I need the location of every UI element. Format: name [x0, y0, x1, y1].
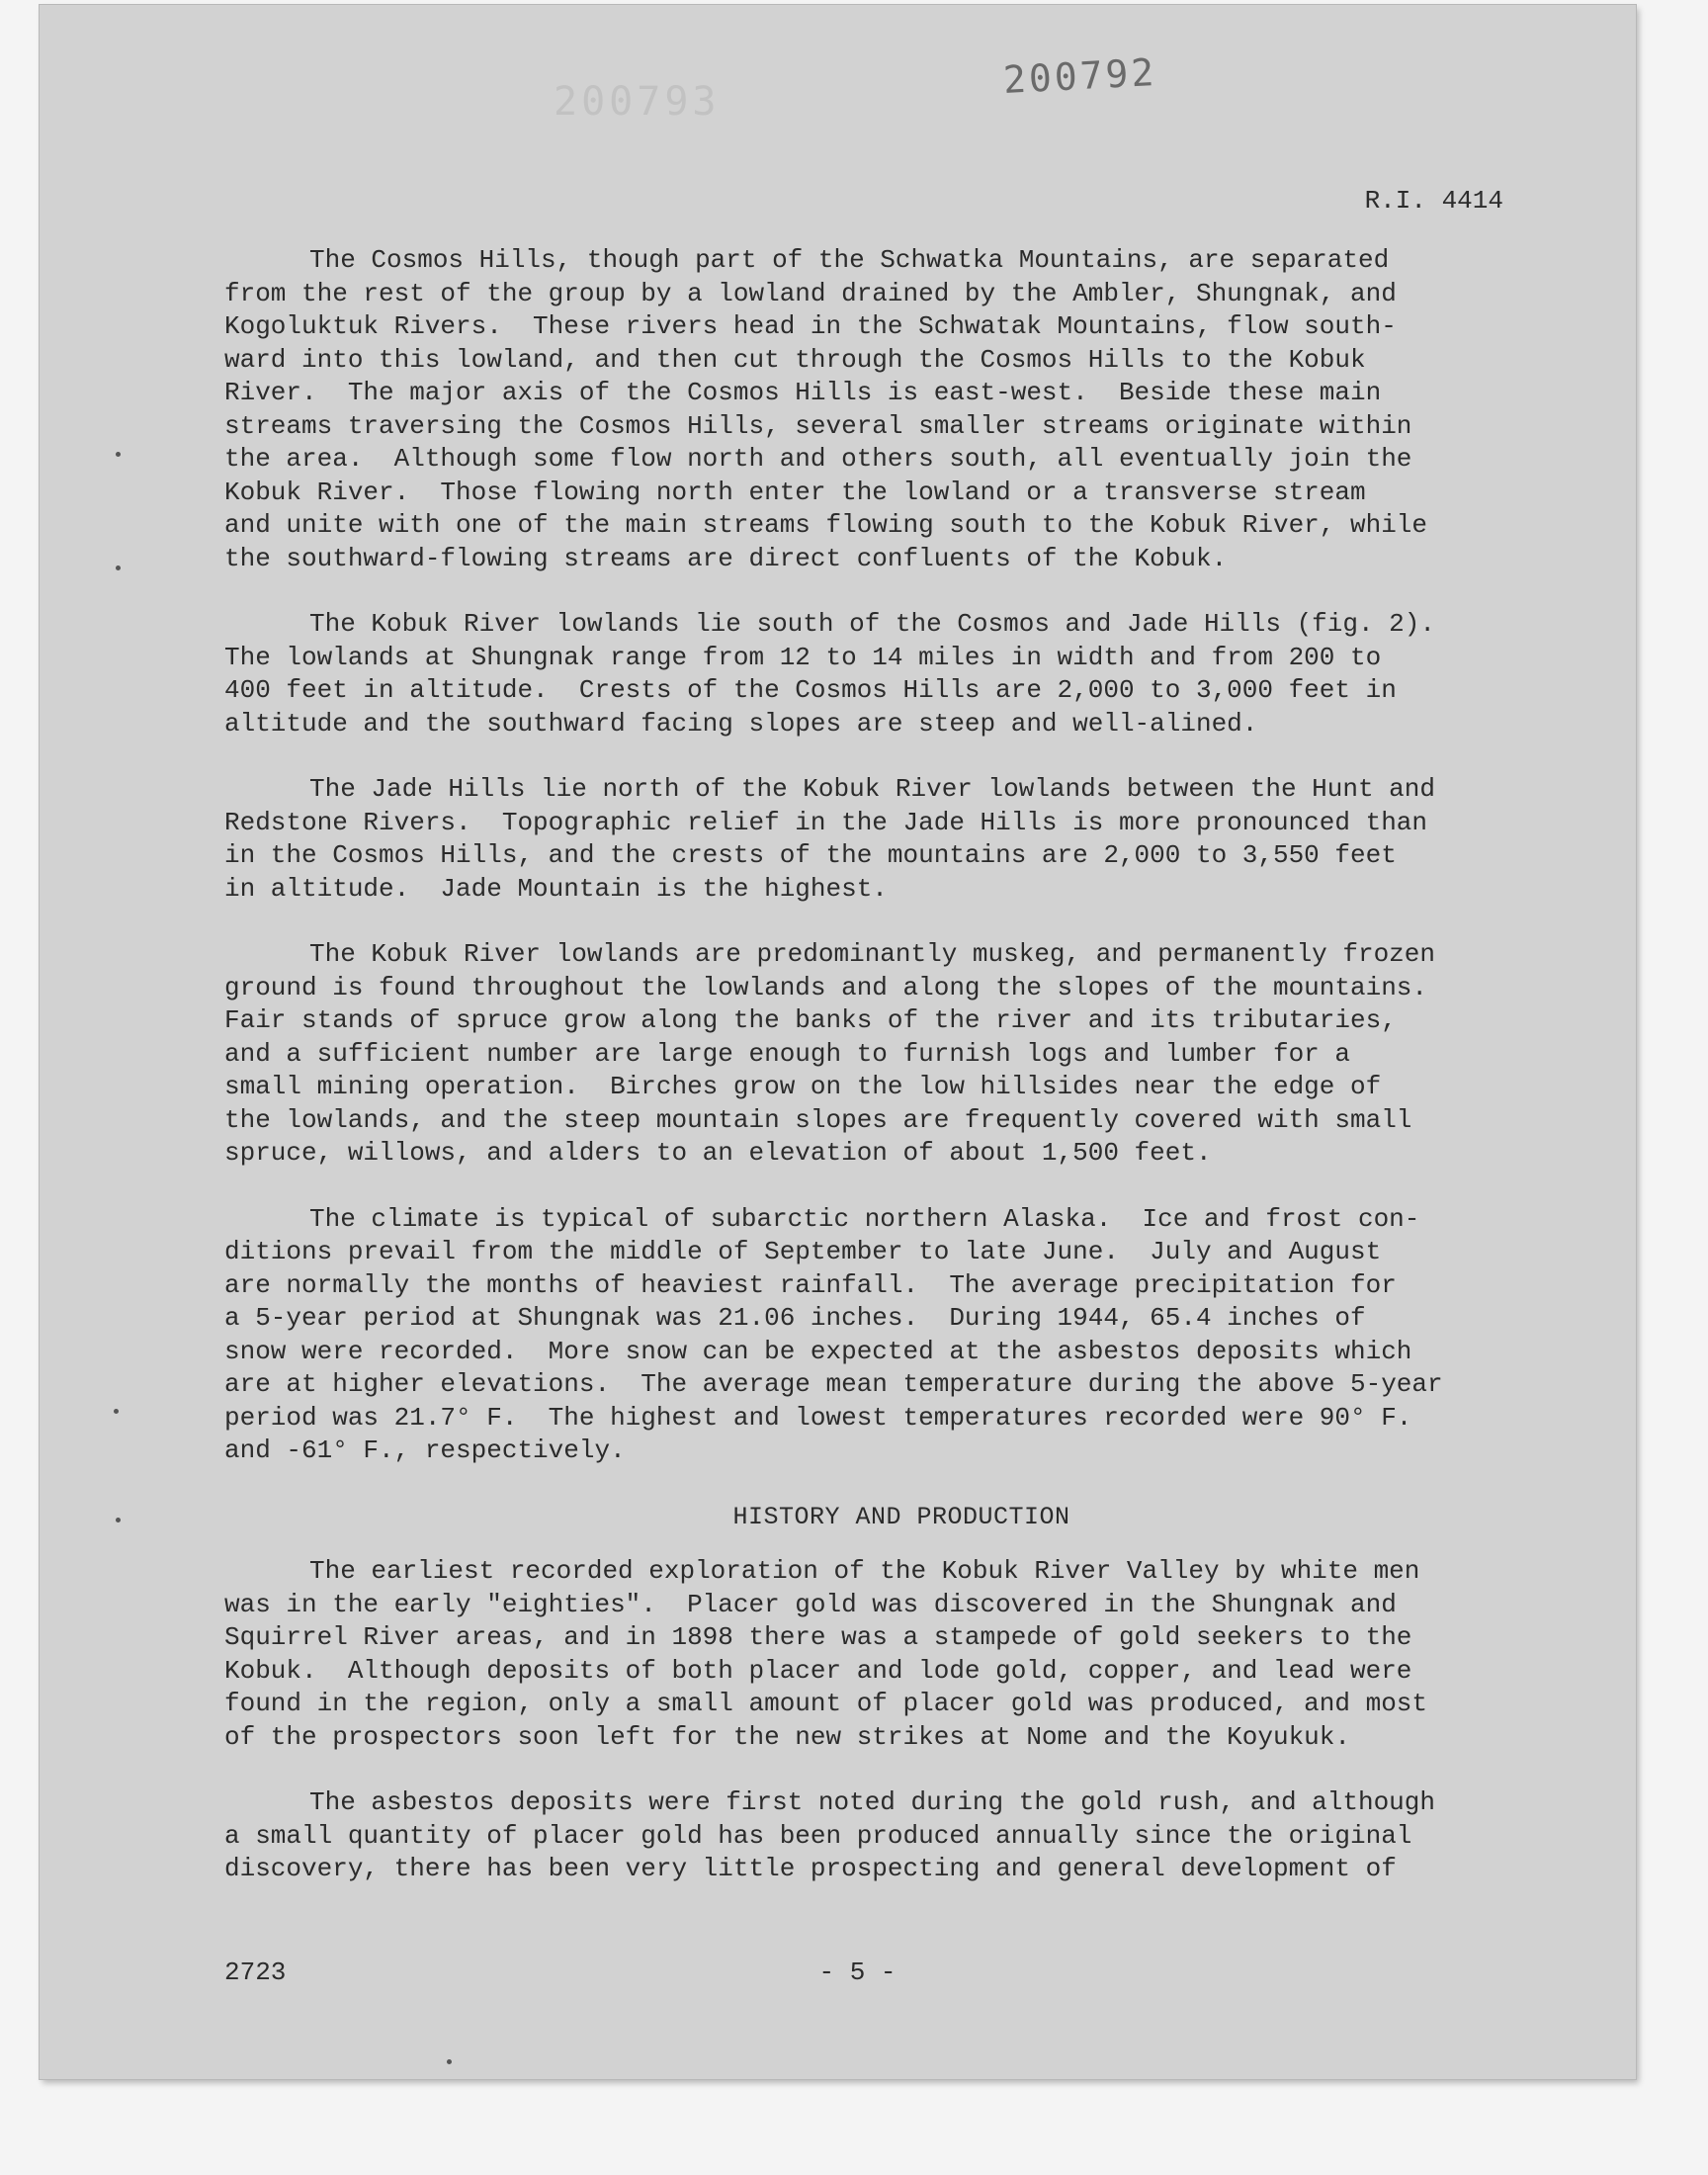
paragraph-vegetation: The Kobuk River lowlands are predominantly muskeg, and permanently frozen ground is found throughout the lowlands and along the slopes of the mountains. Fair stands of spruce grow along the banks of the river and its tributaries, and a sufficient number are large enough to furnish logs and lumber for a small mining operation. Birches grow on the low hillsides near the edge of the lowlands, and the steep mountain slopes are frequently covered with small spruce, willows, and alders to an elevation of about 1,500 feet.	[224, 939, 1435, 1168]
paragraph-kobuk-lowlands: The Kobuk River lowlands lie south of the Cosmos and Jade Hills (fig. 2). The lowlands at Shungnak range from 12 to 14 miles in width and from 200 to 400 feet in altitude. Crests of the Cosmos Hills are 2,000 to 3,000 feet in altitude and the southward facing slopes are steep and well-alined.	[224, 609, 1435, 739]
faint-stamp-number: 200793	[554, 79, 721, 125]
document-sheet	[40, 5, 1636, 2079]
section-heading: HISTORY AND PRODUCTION	[732, 1502, 1070, 1531]
scan-speck	[116, 1518, 121, 1522]
paragraph-jade-hills: The Jade Hills lie north of the Kobuk River lowlands between the Hunt and Redstone Rivers. Topographic relief in the Jade Hills is more pronounced than in the Cosmos Hills, and the crests of the mountains are 2,000 to 3,550 feet in altitude. Jade Mountain is the highest.	[224, 774, 1435, 904]
document-body	[224, 244, 1579, 1919]
paragraph-asbestos: The asbestos deposits were first noted during the gold rush, and although a small quantity of placer gold has been produced annually since the original discovery, there has been very little prospecting and general development of	[224, 1787, 1435, 1883]
page-number: - 5 -	[818, 1958, 897, 1987]
scan-speck	[116, 566, 121, 570]
archive-stamp-number: 200792	[1001, 49, 1158, 103]
paragraph-cosmos-hills: The Cosmos Hills, though part of the Schwatka Mountains, are separated from the rest of the group by a lowland drained by the Ambler, Shungnak, and Kogoluktuk Rivers. These rivers head in the Schwatak Mountains, flow south- ward into this lowland, and then cut through the Cosmos Hills to the Kobuk River. The major axis of the Cosmos Hills is east-west. Beside these main streams traversing the Cosmos Hills, several smaller streams originate within the area. Although some flow north and others south, all eventually join the Kobuk River. Those flowing north enter the lowland or a transverse stream and unite with one of the main streams flowing south to the Kobuk River, while the southward-flowing streams are direct confluents of the Kobuk.	[224, 245, 1427, 573]
scan-speck	[447, 2059, 452, 2064]
scan-speck	[114, 1409, 119, 1414]
scan-speck	[116, 452, 121, 457]
footer-code: 2723	[224, 1958, 287, 1987]
report-identifier: R.I. 4414	[1364, 186, 1503, 216]
paragraph-exploration: The earliest recorded exploration of the Kobuk River Valley by white men was in the early "eighties". Placer gold was discovered in the Shungnak and Squirrel River areas, and in 1898 there was a stampede of gold seekers to the Kobuk. Although deposits of both placer and lode gold, copper, and lead were found in the region, only a small amount of placer gold was produced, and most of the prospectors soon left for the new strikes at Nome and the Koyukuk.	[224, 1556, 1427, 1752]
paragraph-climate: The climate is typical of subarctic northern Alaska. Ice and frost con- ditions prevail from the middle of September to late June. July and August are normally the months of heaviest rainfall. The average precipitation for a 5-year period at Shungnak was 21.06 inches. During 1944, 65.4 inches of snow were recorded. More snow can be expected at the asbestos deposits which are at higher elevations. The average mean temperature during the above 5-year period was 21.7° F. The highest and lowest temperatures recorded were 90° F. and -61° F., respectively.	[224, 1203, 1443, 1465]
